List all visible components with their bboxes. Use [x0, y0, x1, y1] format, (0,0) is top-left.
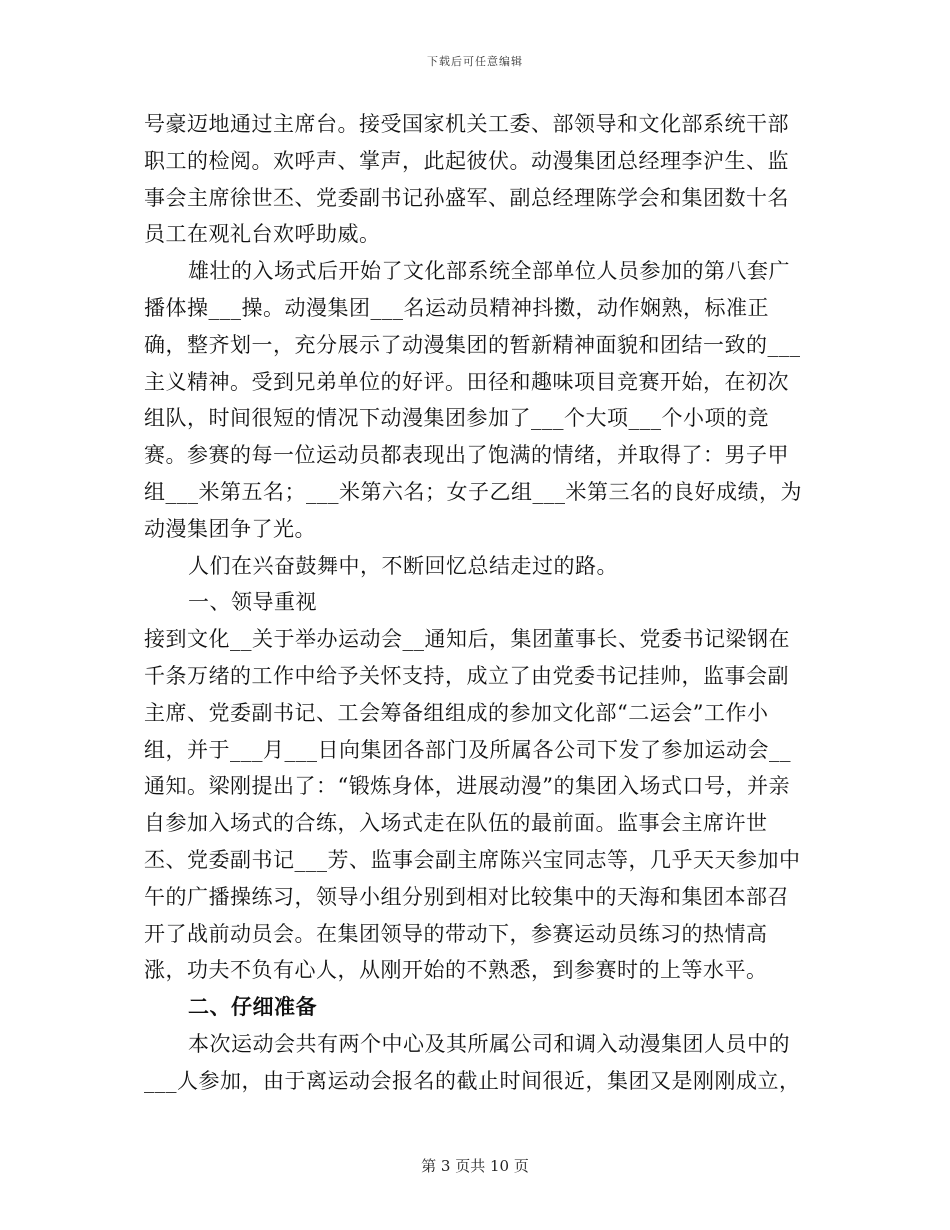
section-heading-2: 二、仔细准备 [188, 995, 317, 1020]
paragraph-1: 号豪迈地通过主席台。接受国家机关工委、部领导和文化部系统干部职工的检阅。欢呼声、掌声，此起彼伏。动漫集团总经理李沪生、监事会主席徐世丕、党委副书记孙盛军、副总经理陈学会和集团数十名员工在观礼台欢呼助威。 [144, 112, 789, 247]
page-header: 下载后可任意编辑 [427, 55, 523, 68]
paragraph-2: 雄壮的入场式后开始了文化部系统全部单位人员参加的第八套广播体操___操。动漫集团___名运动员精神抖擞，动作娴熟，标准正确，整齐划一，充分展示了动漫集团的暂新精神面貌和团结一致的___主义精神。受到兄弟单位的好评。田径和趣味项目竞赛开始，在初次组队，时间很短的情况下动漫集团参加了___个大项___个小项的竞赛。参赛的每一位运动员都表现出了饱满的情绪，并取得了：男子甲组___米第五名；___米第六名；女子乙组___米第三名的良好成绩，为动漫集团争了光。 [144, 259, 802, 541]
section-heading-1: 一、领导重视 [188, 590, 317, 615]
paragraph-5: 本次运动会共有两个中心及其所属公司和调入动漫集团人员中的___人参加，由于离运动会报名的截止时间很近，集团又是刚刚成立， [144, 1031, 801, 1093]
page-footer: 第 3 页共 10 页 [421, 1157, 529, 1175]
paragraph-3: 人们在兴奋鼓舞中，不断回忆总结走过的路。 [188, 553, 618, 578]
document-body [144, 106, 808, 1100]
paragraph-4: 接到文化__关于举办运动会__通知后，集团董事长、党委书记梁钢在千条万绪的工作中给予关怀支持，成立了由党委书记挂帅，监事会副主席、党委副书记、工会筹备组组成的参加文化部“二运会”工作小组，并于___月___日向集团各部门及所属各公司下发了参加运动会__通知。梁刚提出了：“锻炼身体，进展动漫”的集团入场式口号，并亲自参加入场式的合练，入场式走在队伍的最前面。监事会主席许世丕、党委副书记___芳、监事会副主席陈兴宝同志等，几乎天天参加中午的广播操练习，领导小组分别到相对比较集中的天海和集团本部召开了战前动员会。在集团领导的带动下，参赛运动员练习的热情高涨，功夫不负有心人，从刚开始的不熟悉，到参赛时的上等水平。 [144, 627, 801, 983]
